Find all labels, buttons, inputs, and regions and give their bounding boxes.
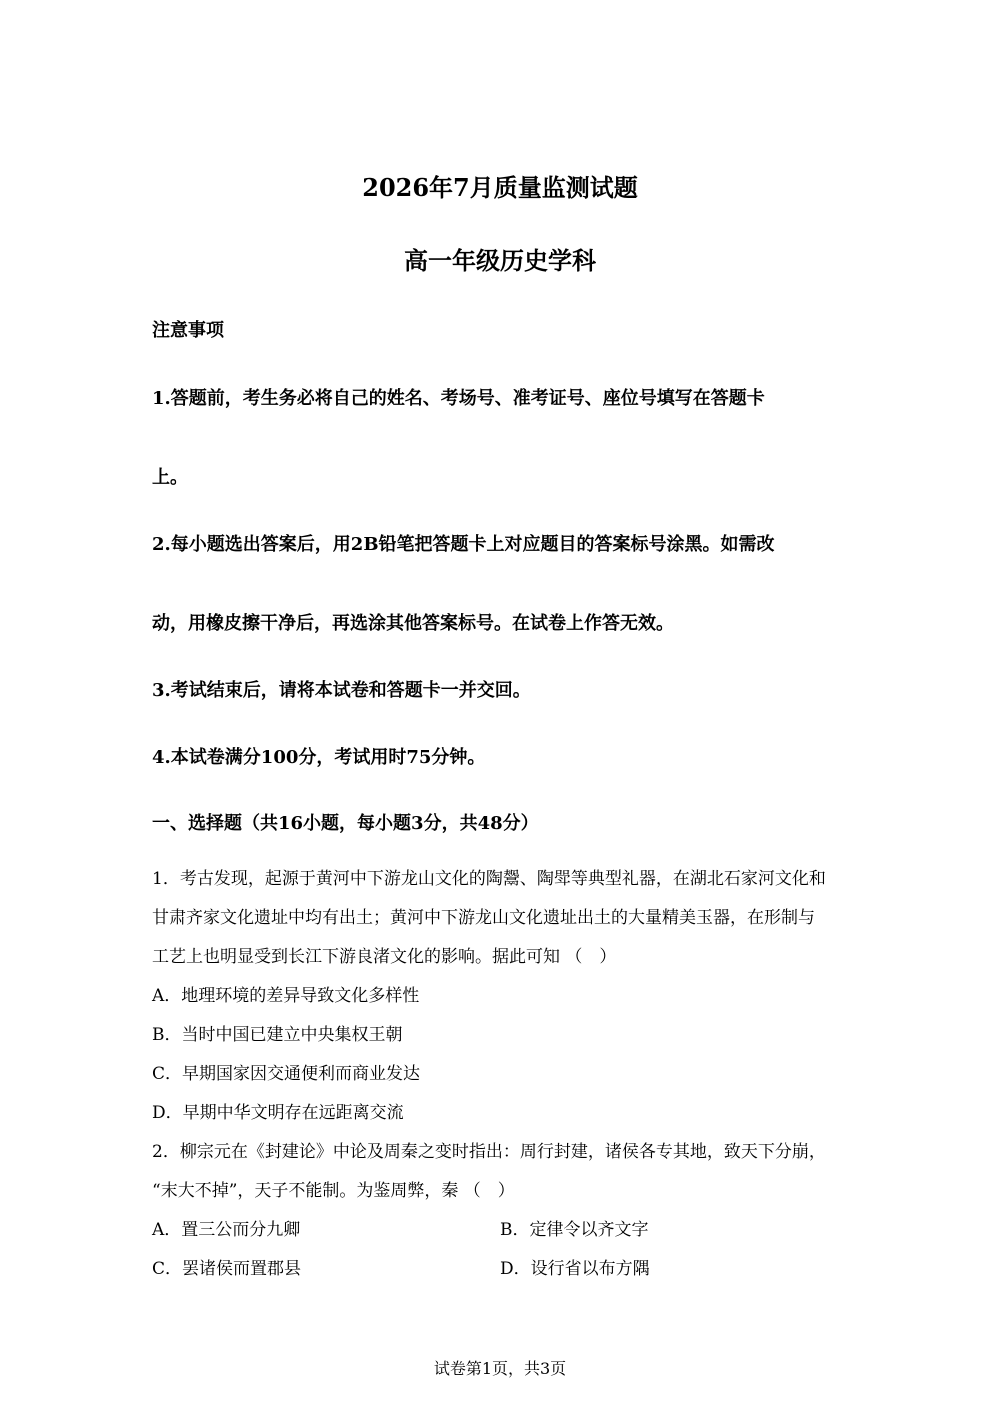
question-2-option-a: A．置三公而分九卿 — [152, 1220, 301, 1240]
question-1-stem: 工艺上也明显受到长江下游良渚文化的影响。据此可知 （ ） — [152, 947, 617, 967]
question-1-stem: 1．考古发现，起源于黄河中下游龙山文化的陶鬶、陶斝等典型礼器，在湖北石家河文化和 — [152, 869, 826, 889]
question-2-option-d: D．设行省以布方隅 — [500, 1259, 650, 1279]
exam-title: 2026年7月质量监测试题 — [362, 173, 638, 202]
question-2-stem: 2．柳宗元在《封建论》中论及周秦之变时指出：周行封建，诸侯各专其地，致天下分崩， — [152, 1142, 826, 1162]
notice-line: 动，用橡皮擦干净后，再选涂其他答案标号。在试卷上作答无效。 — [152, 613, 674, 634]
question-2-option-c: C．罢诸侯而置郡县 — [152, 1259, 302, 1279]
section-heading: 一、选择题（共16小题，每小题3分，共48分） — [152, 813, 539, 834]
notice-line: 上。 — [152, 467, 188, 488]
notice-line: 2.每小题选出答案后，用2B铅笔把答题卡上对应题目的答案标号涂黑。如需改 — [152, 534, 775, 555]
notice-line: 1.答题前，考生务必将自己的姓名、考场号、准考证号、座位号填写在答题卡 — [152, 388, 765, 409]
question-1-option-d: D．早期中华文明存在远距离交流 — [152, 1103, 404, 1123]
question-1-option-c: C．早期国家因交通便利而商业发达 — [152, 1064, 421, 1084]
page-footer: 试卷第1页，共3页 — [433, 1359, 567, 1378]
notice-line: 4.本试卷满分100分，考试用时75分钟。 — [152, 747, 486, 768]
question-1-option-b: B．当时中国已建立中央集权王朝 — [152, 1025, 403, 1045]
exam-subtitle: 高一年级历史学科 — [404, 246, 596, 275]
question-2-stem: “末大不掉”，天子不能制。为鉴周弊，秦 （ ） — [152, 1181, 515, 1201]
question-1-option-a: A．地理环境的差异导致文化多样性 — [152, 986, 420, 1006]
notice-line: 3.考试结束后，请将本试卷和答题卡一并交回。 — [152, 680, 531, 701]
notice-heading: 注意事项 — [152, 320, 224, 341]
question-1-stem: 甘肃齐家文化遗址中均有出土；黄河中下游龙山文化遗址出土的大量精美玉器，在形制与 — [152, 908, 815, 928]
question-2-option-b: B．定律令以齐文字 — [500, 1220, 649, 1240]
